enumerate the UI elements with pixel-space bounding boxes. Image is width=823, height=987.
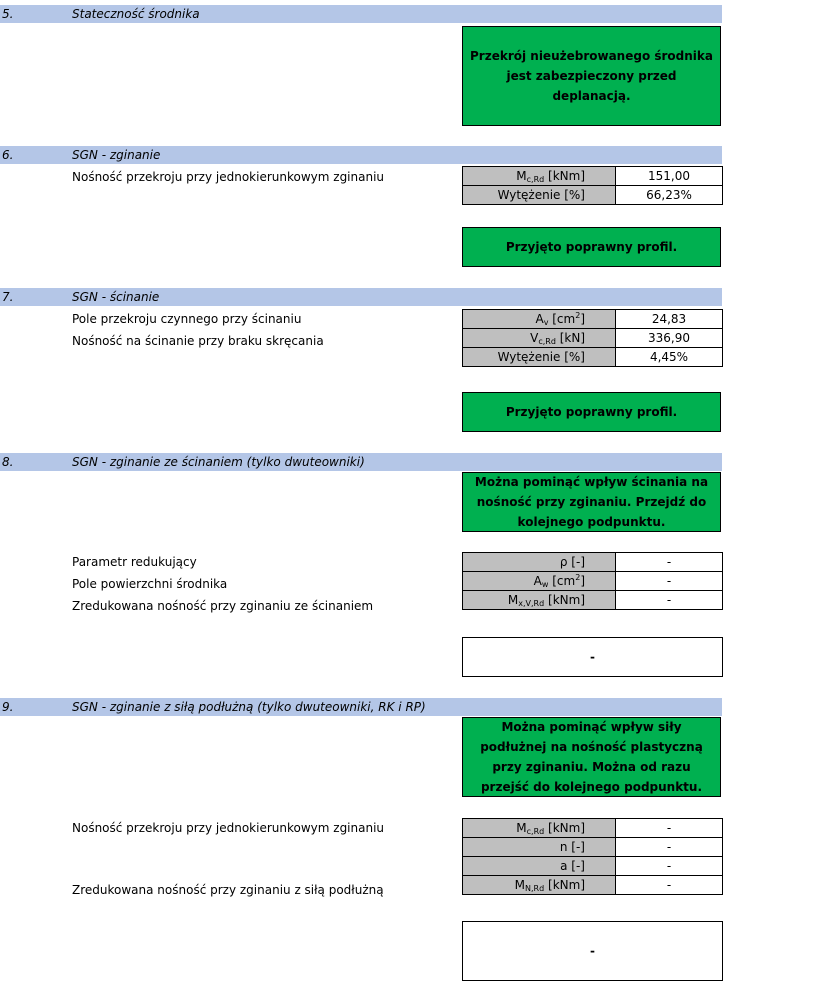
status-message: Przekrój nieużebrowanego środnika jest zabezpieczony przed deplanacją. (470, 49, 713, 103)
bending-shear-result-box (462, 637, 723, 677)
status-message: Można pominąć wpływ ścinania na nośność przy zginaniu. Przejdź do kolejnego podpunktu. (474, 475, 709, 529)
param-key: Wytężenie [%] (463, 186, 616, 205)
param-key: $A_v$ $[cm^2]$ (463, 310, 616, 329)
section-header-6 (0, 146, 722, 164)
param-value[interactable]: - (616, 572, 723, 591)
table-row (463, 857, 723, 876)
table-row (463, 819, 723, 838)
param-key: $A_w$ $[cm^2]$ (463, 572, 616, 591)
section-number: 8. (2, 455, 14, 469)
section-number: 7. (2, 290, 14, 304)
reduced-bending-axial-label: Zredukowana nośność przy zginaniu z siłą podłużną (72, 883, 384, 897)
param-key: $M_{N,Rd}$ [kNm] (463, 876, 616, 895)
table-row (463, 572, 723, 591)
param-key: a [-] (463, 857, 616, 876)
reduction-param-label: Parametr redukujący (72, 555, 197, 569)
table-row (463, 838, 723, 857)
param-value[interactable]: - (616, 857, 723, 876)
param-value[interactable]: 4,45% (616, 348, 723, 367)
section-title: SGN - zginanie z siłą podłużną (tylko dwuteowniki, RK i RP) (72, 700, 426, 714)
status-message: Przyjęto poprawny profil. (505, 240, 678, 254)
table-row (463, 591, 723, 610)
bending-resistance-label-2: Nośność przekroju przy jednokierunkowym zginaniu (72, 821, 385, 835)
bending-shear-status-box (462, 472, 721, 532)
param-key: $M_{c,Rd}$ [kNm] (463, 819, 616, 838)
reduced-bending-shear-label: Zredukowana nośność przy zginaniu ze ścinaniem (72, 599, 374, 613)
shear-status-box (462, 392, 721, 432)
param-value[interactable]: 336,90 (616, 329, 723, 348)
section-number: 9. (2, 700, 14, 714)
param-key: Wytężenie [%] (463, 348, 616, 367)
bending-param-table (462, 166, 723, 205)
param-key: ρ [-] (463, 553, 616, 572)
table-row (463, 329, 723, 348)
param-value[interactable]: - (616, 591, 723, 610)
table-row (463, 186, 723, 205)
bending-shear-param-table (462, 552, 723, 610)
section-header-9 (0, 698, 722, 716)
param-key: $V_{c,Rd}$ [kN] (463, 329, 616, 348)
section-number: 6. (2, 148, 14, 162)
param-value[interactable]: - (616, 838, 723, 857)
bending-resistance-label: Nośność przekroju przy jednokierunkowym zginaniu (72, 170, 385, 184)
shear-area-label: Pole przekroju czynnego przy ścinaniu (72, 312, 302, 326)
param-key: n [-] (463, 838, 616, 857)
param-value[interactable]: - (616, 876, 723, 895)
section-title: SGN - ścinanie (72, 290, 160, 304)
status-message: Przyjęto poprawny profil. (505, 405, 678, 419)
section-title: SGN - zginanie (72, 148, 161, 162)
table-row (463, 310, 723, 329)
bending-status-box (462, 227, 721, 267)
web-area-label: Pole powierzchni środnika (72, 577, 228, 591)
bending-axial-result-box (462, 921, 723, 981)
section-header-8 (0, 453, 722, 471)
table-row (463, 167, 723, 186)
section-number: 5. (2, 7, 14, 21)
table-row (463, 876, 723, 895)
shear-param-table (462, 309, 723, 367)
param-value[interactable]: - (616, 553, 723, 572)
bending-axial-status-box (462, 717, 721, 797)
param-value[interactable]: 66,23% (616, 186, 723, 205)
table-row (463, 553, 723, 572)
result-value: - (590, 944, 595, 958)
web-stability-status-box (462, 26, 721, 126)
bending-axial-param-table (462, 818, 723, 895)
section-title: SGN - zginanie ze ścinaniem (tylko dwuteowniki) (72, 455, 365, 469)
param-value[interactable]: 151,00 (616, 167, 723, 186)
shear-resistance-label: Nośność na ścinanie przy braku skręcania (72, 334, 324, 348)
param-value[interactable]: - (616, 819, 723, 838)
section-header-5 (0, 5, 722, 23)
table-row (463, 348, 723, 367)
section-header-7 (0, 288, 722, 306)
status-message: Można pominąć wpływ siły podłużnej na nośność plastyczną przy zginaniu. Można od razu przejść do kolejnego podpunktu. (480, 720, 703, 794)
param-value[interactable]: 24,83 (616, 310, 723, 329)
section-title: Stateczność środnika (72, 7, 200, 21)
param-key: $M_{c,Rd}$ [kNm] (463, 167, 616, 186)
param-key: $M_{x,V,Rd}$ [kNm] (463, 591, 616, 610)
result-value: - (590, 650, 595, 664)
